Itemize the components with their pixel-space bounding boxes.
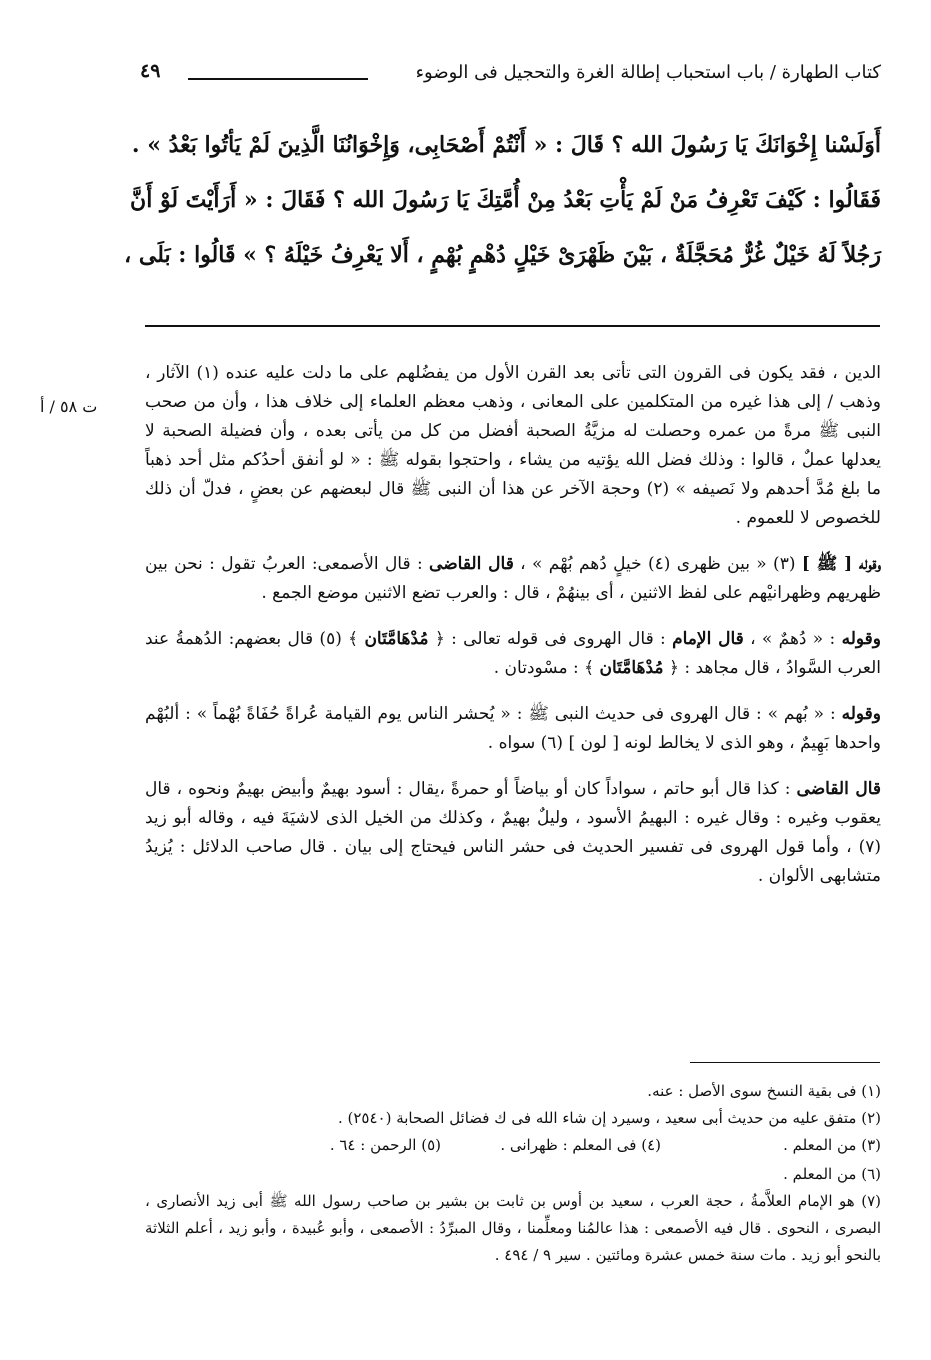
commentary-heading: وقوله bbox=[841, 629, 881, 649]
footnote-6: (٦) من المعلم . bbox=[783, 1165, 881, 1183]
footnote-7: (٧) هو الإمام العلاَّمةُ ، حجة العرب ، سعيد بن أوس بن ثابت بن بشير بن صاحب رسول الله ﷺ أبى زيد الأنصارى ، البصرى ، النحوى . قال فيه الأصمعى : هذا عالمُنا ومعلِّمنا ، وقال المبرِّدُ : الأصمعى ، وأبو عُبيدة ، وأبو زيد ، أعلم الثلاثة بالنحو أبو زيد . مات سنة خمس عشرة ومائتين . سير ٩ / ٤٩٤ . bbox=[145, 1192, 881, 1264]
commentary bbox=[145, 342, 881, 903]
header-rule bbox=[188, 78, 368, 80]
commentary-paragraph bbox=[145, 359, 881, 533]
commentary-text: ﴾ : مسْودتان . bbox=[493, 658, 600, 678]
commentary-text: : قال الهروى فى قوله تعالى : ﴿ bbox=[428, 629, 673, 649]
footnotes bbox=[145, 1078, 881, 1269]
commentary-paragraph bbox=[145, 700, 881, 758]
commentary-heading: وقوله bbox=[841, 704, 881, 724]
page-number: ٤٩ bbox=[140, 60, 161, 82]
hadith-line-1: أَوَلَسْنا إِخْوَانَكَ يَا رَسُولَ الله ؟ قَالَ : « أَنْتُمْ أَصْحَابِى، وَإِخْوَانُنَا الَّذِينَ لَمْ يَأتُوا بَعْدُ » . bbox=[131, 132, 881, 158]
commentary-text: ﴾ (٥) قال بعضهم: الدُهمةُ عند العرب السَّوادُ ، قال مجاهد : ﴿ bbox=[145, 629, 881, 678]
quran-word: مُدْهَامَّتَان bbox=[599, 658, 664, 678]
main-divider bbox=[145, 325, 880, 327]
manuscript-margin-note: ت ٥٨ / أ bbox=[40, 397, 98, 416]
footnote-3: (٣) من المعلم . bbox=[783, 1136, 881, 1154]
header-title: كتاب الطهارة / باب استحباب إطالة الغرة والتحجيل فى الوضوء bbox=[415, 62, 881, 83]
commentary-heading: قال الإمام bbox=[672, 629, 744, 649]
hadith-line-3: رَجُلاً لَهُ خَيْلٌ غُرٌّ مُحَجَّلَةٌ ، بَيْنَ ظَهْرَىْ خَيْلٍ دُهْمٍ بُهْمٍ ، أَلا يَعْرِفُ خَيْلَهُ ؟ » قَالُوا : بَلَى ، bbox=[124, 242, 881, 268]
commentary-paragraph bbox=[145, 550, 881, 608]
commentary-text: الدين ، فقد يكون فى القرون التى تأتى بعد القرن الأول من يفضُلهم على ما دلت عليه عنده (١) الآثار ، وذهب / إلى هذا غيره من المتكلمين على المعانى ، وذهب معظم العلماء إلى خلاف هذا ، وأن من صحب النبى ﷺ مرةً من عمره وحصلت له مزيَّةُ الصحبة أفضل من كل من يأتى بعده ، وأن فضيلة الصحبة لا يعدلها عملٌ ، قالوا : وذلك فضل الله يؤتيه من يشاء ، واحتجوا بقوله ﷺ : « لو أنفق أحدُكم مثل أحد ذهباً ما بلغ مُدَّ أحدهم ولا نَصيفه » (٢) وحجة الآخر عن هذا أن النبى ﷺ قال لبعضهم عن بعضٍ ، فدلّ أن ذلك للخصوص لا للعموم . bbox=[145, 363, 881, 528]
hadith-line-2: فَقَالُوا : كَيْفَ تَعْرِفُ مَنْ لَمْ يَأْتِ بَعْدُ مِنْ أُمَّتِكَ يَا رَسُولَ الله ؟ فَقَالَ : « أَرَأَيْتَ لَوْ أَنَّ bbox=[130, 187, 881, 213]
commentary-text: : قال الأصمعى: العربُ تقول : نحن بين ظهريهم وظهرانيْهم على لفظ الاثنين ، أى بينهُمْ ، قال : والعرب تضع الاثنين موضع الجمع . bbox=[145, 554, 881, 603]
commentary-text: : « دُهمٌ » ، bbox=[743, 629, 842, 649]
footnote-divider bbox=[690, 1062, 880, 1063]
footnote-5: (٥) الرحمن : ٦٤ . bbox=[329, 1136, 441, 1154]
commentary-heading: قال القاضى bbox=[429, 554, 514, 574]
commentary-text: : « بُهم » : قال الهروى فى حديث النبى ﷺ : « يُحشر الناس يوم القيامة عُراةً حُفَاةً بُهْماً » : ألبُهْم واحدها بَهِيمٌ ، وهو الذى لا يخالط لونه [ لون ] (٦) سواه . bbox=[145, 704, 881, 753]
footnote-4: (٤) فى المعلم : ظهرانى . bbox=[500, 1136, 661, 1154]
footnote-row bbox=[145, 1132, 881, 1161]
footnote-2: (٢) متفق عليه من حديث أبى سعيد ، وسيرد إن شاء الله فى ك فضائل الصحابة (٢٥٤٠) . bbox=[337, 1109, 881, 1127]
commentary-heading: وقوله [ ﷺ ] bbox=[801, 554, 882, 574]
commentary-text: (٣) « بين ظهرى (٤) خيلٍ دُهم بُهْم » ، bbox=[513, 554, 802, 574]
commentary-paragraph bbox=[145, 775, 881, 891]
commentary-text: : كذا قال أبو حاتم ، سواداً كان أو بياضاً أو حمرةً ،يقال : أسود بهيمٌ وأبيض بهيمٌ ونحوه ، قال يعقوب وغيره : وقال غيره : البهيمُ الأسود ، وليلٌ بهيمٌ ، وكذلك من الخيل الذى لاشيَةَ فيه ، وقاله أبو زيد (٧) ، وأما قول الهروى فى تفسير الحديث فى حشر الناس فيحتاج إلى بيان . قال صاحب الدلائل : يُزيدُ متشابهى الألوان . bbox=[145, 779, 881, 886]
commentary-paragraph bbox=[145, 625, 881, 683]
hadith-text bbox=[124, 118, 881, 283]
running-header bbox=[140, 58, 881, 92]
quran-word: مُدْهَامَّتَان bbox=[364, 629, 429, 649]
footnote-1: (١) فى بقية النسخ سوى الأصل : عنه. bbox=[647, 1082, 881, 1100]
commentary-heading: قال القاضى bbox=[796, 779, 881, 799]
